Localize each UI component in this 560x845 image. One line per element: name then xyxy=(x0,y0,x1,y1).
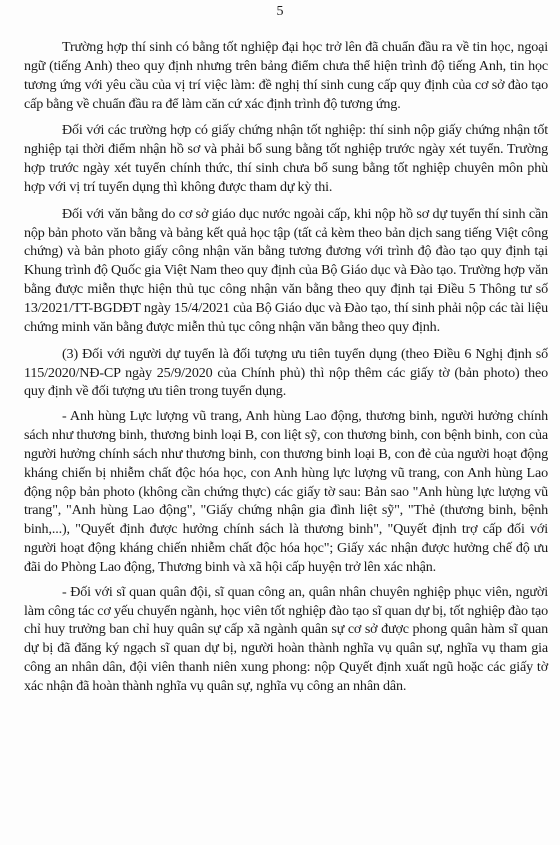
paragraph-priority-candidates: (3) Đối với người dự tuyển là đối tượng ưu tiên tuyển dụng (theo Điều 6 Nghị định số 115/2020/NĐ-CP ngày 25/9/2020 của Chính phủ) thì nộp thêm các giấy tờ (bản photo) theo quy định về đối tượng ưu tiên trong tuyển dụng. xyxy=(24,345,548,400)
paragraph-foreign-degree: Đối với văn bằng do cơ sở giáo dục nước ngoài cấp, khi nộp hồ sơ dự tuyển thí sinh cần nộp bản photo văn bằng và bảng kết quả học tập (tất cả kèm theo bản dịch sang tiếng Việt công chứng) và bản photo giấy công nhận văn bằng tương đương với trình độ đào tạo quy định tại Khung trình độ Quốc gia Việt Nam theo quy định của Bộ Giáo dục và Đào tạo. Trường hợp văn bằng được miễn thực hiện thủ tục công nhận văn bằng theo quy định tại Điều 5 Thông tư số 13/2021/TT-BGDĐT ngày 15/4/2021 của Bộ Giáo dục và Đào tạo, thí sinh phải nộp các tài liệu chứng minh văn bằng được miễn thủ tục công nhận văn bằng theo quy định. xyxy=(24,205,548,335)
page-number: 5 xyxy=(276,4,284,19)
document-body xyxy=(24,38,548,702)
paragraph-degree-output-standard: Trường hợp thí sinh có bằng tốt nghiệp đại học trở lên đã chuẩn đầu ra về tin học, ngoại ngữ (tiếng Anh) theo quy định nhưng trên bảng điểm chưa thể hiện trình độ tiếng Anh, tin học tương ứng với yêu cầu của vị trí việc làm: đề nghị thí sinh cung cấp quy định của cơ sở đào tạo cấp bằng về chuẩn đầu ra để làm căn cứ xác định trình độ tương ứng. xyxy=(24,39,548,112)
paragraph-graduation-certificate: Đối với các trường hợp có giấy chứng nhận tốt nghiệp: thí sinh nộp giấy chứng nhận tốt nghiệp tại thời điểm nhận hồ sơ và phải bổ sung bằng tốt nghiệp trước ngày xét tuyển. Trường hợp trước ngày xét tuyển chính thức, thí sinh chưa bổ sung bằng tốt nghiệp chuyên môn phù hợp với vị trí tuyển dụng thì không được tham dự kỳ thi. xyxy=(24,122,548,195)
paragraph-military-officers: - Đối với sĩ quan quân đội, sĩ quan công an, quân nhân chuyên nghiệp phục viên, người làm công tác cơ yếu chuyển ngành, học viên tốt nghiệp đào tạo sĩ quan dự bị, tốt nghiệp đào tạo chỉ huy trưởng ban chỉ huy quân sự cấp xã ngành quân sự cơ sở được phong quân hàm sĩ quan dự bị đã đăng ký ngạch sĩ quan dự bị, người hoàn thành nghĩa vụ quân sự, nghĩa vụ tham gia công an nhân dân, đội viên thanh niên xung phong: nộp Quyết định xuất ngũ hoặc các giấy tờ xác nhận đã hoàn thành nghĩa vụ quân sự, nghĩa vụ công an nhân dân. xyxy=(24,583,548,694)
paragraph-heroes-war-invalids: - Anh hùng Lực lượng vũ trang, Anh hùng Lao động, thương binh, người hưởng chính sách như thương binh, thương binh loại B, con liệt sỹ, con thương binh, con bệnh binh, con của người hưởng chính sách như thương binh, con thương binh loại B, con đẻ của người hoạt động kháng chiến bị nhiễm chất độc hóa học, con Anh hùng lực lượng vũ trang, con Anh hùng Lao động nộp bản photo (không cần chứng thực) các giấy tờ sau: Bản sao "Anh hùng lực lượng vũ trang", "Anh hùng Lao động", "Giấy chứng nhận gia đình liệt sỹ", "Thẻ (thương binh, bệnh binh,...), "Quyết định được hưởng chính sách là thương binh", "Quyết định trợ cấp đối với người hoạt động kháng chiến nhiễm chất độc hóa học"; Giấy xác nhận được hưởng chế độ ưu đãi do Phòng Lao động, Thương binh và xã hội cấp huyện trở lên xác nhận. xyxy=(24,408,548,575)
